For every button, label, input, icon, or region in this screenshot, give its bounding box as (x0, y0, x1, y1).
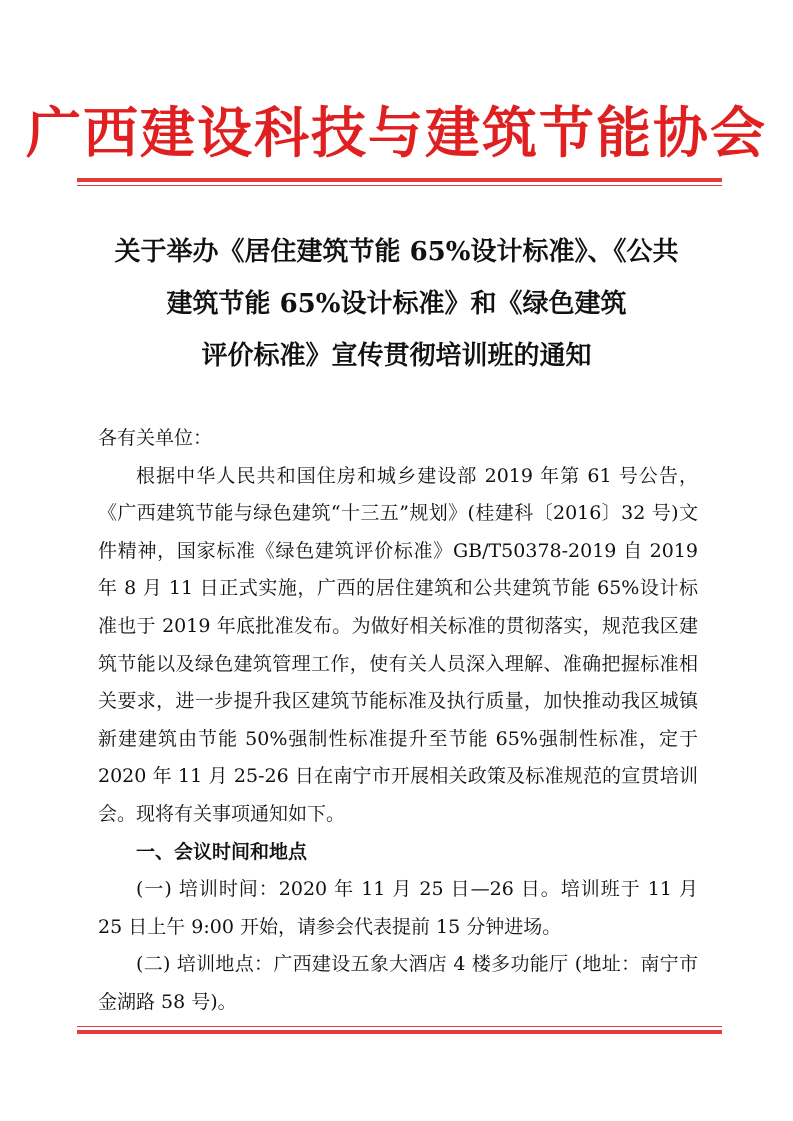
document-body (98, 420, 698, 1022)
section-1-item-1: (一) 培训时间：2020 年 11 月 25 日—26 日。培训班于 11 月 25 日上午 9:00 开始，请参会代表提前 15 分钟进场。 (98, 878, 698, 938)
document-title (0, 226, 793, 382)
header-rule-thick (77, 178, 722, 182)
title-line-2: 建筑节能 65%设计标准》和《绿色建筑 (166, 289, 627, 319)
intro-paragraph: 根据中华人民共和国住房和城乡建设部 2019 年第 61 号公告，《广西建筑节能与绿色建筑“十三五”规划》(桂建科〔2016〕32 号)文件精神，国家标准《绿色建筑评价标准》GB/T50378-2019 自 2019 年 8 月 11 日正式实施，广西的居住建筑和公共建筑节能 65%设计标准也于 2019 年底批准发布。为做好相关标准的贯彻落实，规范我区建筑节能以及绿色建筑管理工作，使有关人员深入理解、准确把握标准相关要求，进一步提升我区建筑节能标准及执行质量，加快推动我区城镇新建建筑由节能 50%强制性标准提升至节能 65%强制性标准，定于 2020 年 11 月 25-26 日在南宁市开展相关政策及标准规范的宣贯培训会。现将有关事项通知如下。 (98, 464, 698, 825)
title-line-1: 关于举办《居住建筑节能 65%设计标准》、《公共 (114, 237, 679, 267)
footer-rule-thin (77, 1026, 722, 1027)
section-1-item-2: (二) 培训地点：广西建设五象大酒店 4 楼多功能厅 (地址：南宁市金湖路 58 号)。 (98, 953, 698, 1013)
organization-header: 广西建设科技与建筑节能协会 (25, 100, 767, 165)
section-heading-1: 一、会议时间和地点 (136, 840, 308, 863)
title-line-3: 评价标准》宣传贯彻培训班的通知 (201, 341, 592, 371)
header-rule-thin (77, 185, 722, 186)
salutation: 各有关单位： (98, 427, 213, 449)
footer-rule-thick (77, 1030, 722, 1034)
